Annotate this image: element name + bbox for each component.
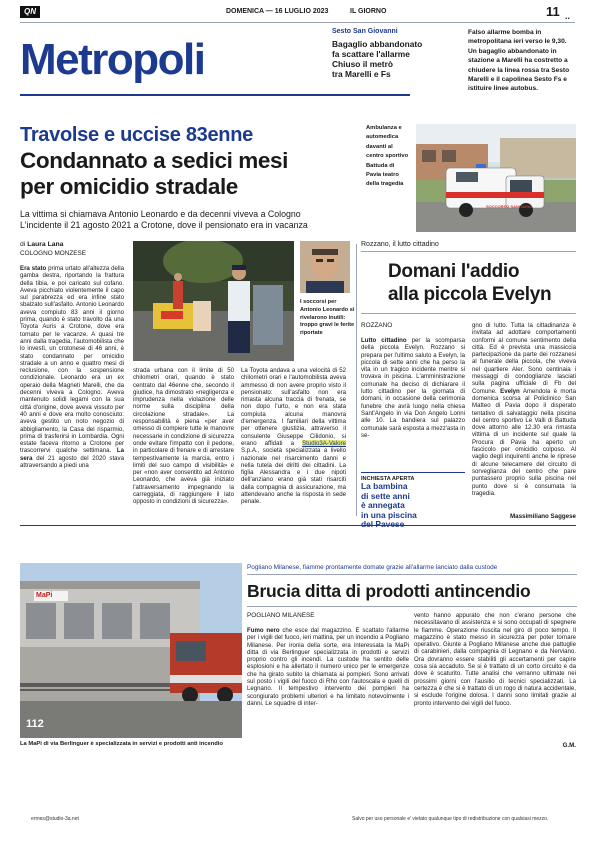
ambulance-photo [416,124,576,232]
portrait-photo [300,241,350,293]
evelyn-headline: Domani l'addio alla piccola Evelyn [388,261,552,305]
fire-kicker-rule [247,574,577,575]
newspaper-name: IL GIORNO [350,8,387,15]
main-overline: Travolse e uccise 83enne [20,124,253,146]
accident-photo [133,241,294,361]
inset-headline: La bambina di sette anni è annegata in una piscina [361,481,417,520]
evelyn-column-1: Lutto cittadino per la scomparsa della piccola Evelyn. Rozzano si prepara per l'ultimo saluto a Evelyn, la piccola di sette anni che ha perso la vita in un tragico incidente mentre si trovava in piscina. L'amministrazione comunale ha deciso di dichiarare il lutto cittadino per la giornata di domani, in occasione della cerimonia funebre che avrà luogo nella chiesa Sant'Angelo in via Don Angelo Lonni alle 10. La bandiera sul palazzo comunale sarà esposta a mezz'asta in se- [361,337,465,439]
fire-photo [20,563,242,738]
fire-column-1: Fumo nero che esce dal magazzino. È scattato l'allarme per i vigili del fuoco, ieri mattina, per un incendio a Pogliano Milanese. Per ironia della sorte, era interessata la MaPi ditta di via Berlinguer specializzata in prodotti e servizi proprio contro gli incendi. La custode ha sentito delle esplosioni e ha allertato il numero unico per le emergenze che ha girato subito la chiamata ai pompieri. Sono arrivati sul posto i vigili del fuoco di Rho con l'autoscala e quelli di Legnano. Il tempestivo intervento dei pompieri ha scongiurato problemi ulteriori e ha limitato notevolmente i danni. Le squadre di inter- [247,627,409,707]
ambulance-image [416,124,576,232]
column-divider [356,244,357,516]
brief-kicker: Sesto San Giovanni [332,28,398,35]
section-rule [20,94,410,96]
fire-headline: Brucia ditta di prodotti antincendio [247,581,531,601]
brief-sangiovanni-body: Falso allarme bomba in metropolitana ieri verso le 9,30. Un bagaglio abbandonato in stazione a Marelli ha costretto a chiudere la linea rossa tra Sesto Marelli e il capolinea Sesto Fs e istituire linee autobus. [468,29,570,93]
portrait-image [300,241,350,293]
dateline-cologno: COLOGNO MONZESE [20,250,87,257]
accident-image [133,241,294,361]
fire-signature: G.M. [562,742,576,749]
ambulance-vehicle-text: SOCCORSO SANITARIO [486,204,533,209]
byline: di Laura Lana [20,241,64,248]
main-column-1: Era stato prima urtato all'altezza della gamba destra, riportando la frattura della tibia, e poi caricato sul cofano. Aveva picchiato violentemente il capo sul parabrezza ed era infine stato sbalzato sull'asfalto. Antonio Leonardo aveva compiuto 83 anni il giorno prima, quando è stato travolto da una Toyota Auris a Crotone, dove era tornato per le vacanze. A quasi tre anni dalla tragedia, l'automobilista che lo investì, un crotonese di 46 anni, è stato condannato per omicidio stradale a un anno e quattro mesi di reclusione, con la sospensione condizionale. Leonardo era un ex operaio della Magneti Marelli, che da decenni viveva a Cologno. Aveva mantenuto solidi legami con la sua città d'origine, dove aveva vissuto per 40 anni e dove era molto conosciuto: aveva gestito un noto negozio di abbigliamento, la Casa del risparmio, prima di trasferirsi in Lombardia. Ogni estate faceva ritorno a Crotone per trascorrervi qualche settimana. La sera del 21 agosto del 2020 stava attraversando a piedi una [20,265,124,470]
inset-box [361,472,465,518]
studio3a-link[interactable]: Studio3A-Valore [302,439,346,447]
masthead [20,6,575,20]
page-number-dots: .. [565,11,571,21]
evelyn-kicker: Rozzano, il lutto cittadino [361,241,439,248]
fire-photo-number: 112 [26,718,44,730]
ambulance-caption: Ambulanza e automedica davanti al centro sportivo Battuda di Pavia teatro della tragedia [366,125,409,188]
page-number: 11 [546,4,560,19]
fire-image [20,563,242,738]
main-column-2: strada urbana con il limite di 50 chilometri orari, quando è stato centrato dal 46enne che, secondo il giudice, ha dimostrato «negligenza e imprudenza nella violazione delle norme sulla disciplina della circolazione stradale». La responsabilità è piena «per aver omesso di compiere tutte le manovre necessarie in condizione di sicurezza onde evitare l'impatto con il pedone, in particolare di frenare e di arrestare tempestivamente la marcia, entro i limiti del suo campo di visibilità» e per «non aver consentito ad Antonio Leonardo, che aveva già iniziato l'attraversamento impegnando la carreggiata, di raggiungere il lato opposto in condizioni di sicurezza». [133,367,234,506]
evelyn-column-2: gno di lutto. Tutta la cittadinanza è invitata ad adottare comportamenti conformi al comune sentimento della città. Ed è prevista una massiccia partecipazione da parte dei rozzanesi al funerale della piccola, che viveva nel quartiere Aler. Sono centinaia i messaggi di condoglianze lasciati sulla pagina ufficiale di Fb del Comune. Evelyn Amendola è morta domenica scorsa al Policlinico San Matteo di Pavia dopo il disperato tentativo di salvataggio nella piscina del centro sportivo Le Valli di Battuda dove attorno alle 12.30 era rimasta vittima di un incidente sul quale la Procura di Pavia ha aperto un fascicolo per omicidio colposo. Al vaglio degli inquirenti anche le riprese di alcune telecamere del circuito di sorveglianza del centro che pare puntassero proprio sulla piscina nel punto dove si è consumata la tragedia. [472,322,576,497]
fire-section-rule [20,525,576,526]
evelyn-kicker-rule [361,251,576,252]
author: Laura Lana [27,241,64,248]
brief-sangiovanni [332,28,462,79]
issue-date: DOMENICA — 16 LUGLIO 2023 [226,8,329,15]
dateline-rozzano: ROZZANO [361,322,393,329]
main-headline: Condannato a sedici mesi per omicidio stradale [20,148,288,199]
masthead-rule [20,22,575,23]
evelyn-headline-rule [361,313,576,314]
fire-kicker: Pogliano Milanese, fiamme prontamente domate grazie all'allarme lanciato dalla custode [247,564,498,571]
dateline-pogliano: POGLIANO MILANESE [247,612,315,619]
inset-kicker: INCHIESTA APERTA [361,476,415,482]
qn-logo: QN [20,6,40,18]
footer-right: Salvo per uso personale e' vietato qualunque tipo di redistribuzione con qualsiasi mezzo. [352,816,549,822]
section-title: Metropoli [20,35,205,84]
fire-photo-caption: La MaPi di via Berlinguer è specializzata in servizi e prodotti anti incendio [20,741,223,747]
accident-photo-caption: I soccorsi per Antonio Leonardo si rivelarono inutili: troppo gravi le ferite riportate [300,299,355,337]
fire-column-2: vento hanno appurato che non c'erano persone che necessitavano di assistenza e si sono occupati di spegnere le fiamme. Operazione riuscita nel giro di poco tempo. Il magazzino è stato messo in sicurezza per poter tornare operativo. Giunte a Pogliano Milanese anche due pattuglie di carabinieri, dalla compagnia di Legnano e da Nerviano. Ora dovranno essere stabiliti gli accertamenti per capire cosa sia accaduto. Se si è trattato di un corto circuito e da dove è scaturito. Tutte analisi che verranno ultimate nei prossimi giorni con l'ausilio di tecnici specializzati. La certezza è che si è trattato di un rogo di natura accidentale, si esclude l'origine dolosa. I danni sono limitati grazie al pronto intervento dei vigili del fuoco. [414,612,576,707]
brief-headline: Bagaglio abbandonato fa scattare l'allarme Chiuso il metrò tra Marelli e Fs [332,39,423,79]
evelyn-signature: Massimiliano Saggese [509,513,576,520]
fire-headline-rule [247,606,577,607]
footer-left: ermes@studio-3a.net [31,816,79,822]
fire-photo-sign: MaPi [36,592,53,599]
main-column-3: La Toyota andava a una velocità di 52 chilometri orari e l'automobilista aveva ammesso di non avere proprio visto il pensionato: sull'asfalto non era rimasta alcuna traccia di frenata, se non dopo l'urto, e non era stata compiuta alcuna manovra d'emergenza. I familiari della vittima per ottenere giustizia, attraverso il consulente Giuseppe Cilidonio, si erano affidati a Studio3A-Valore S.p.A., società specializzata a livello nazionale nel risarcimento danni e nella tutela dei diritti dei cittadini. La figlia Alessandra e i due nipoti dell'anziano erano già stati risarciti dalla compagnia di assicurazione, ma attendevano anche la risposta in sede penale. [241,367,346,506]
main-subhead: La vittima si chiamava Antonio Leonardo e da decenni viveva a Cologno L'incidente il 21 agosto 2021 a Crotone, dove il pensionato era in vacanza [20,209,308,230]
